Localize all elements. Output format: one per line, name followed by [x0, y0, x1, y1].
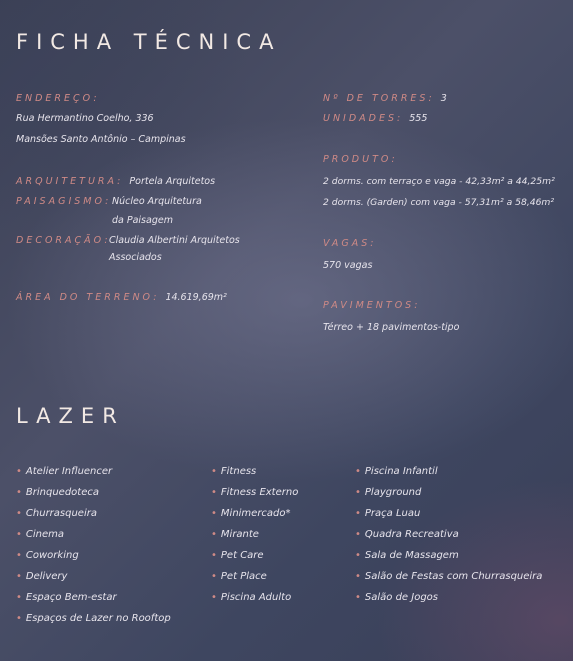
list-item: • Churrasqueira — [16, 508, 97, 519]
arquitetura-row — [16, 176, 215, 187]
list-item: • Fitness Externo — [211, 487, 299, 498]
bullet-icon: • — [211, 529, 217, 540]
ficha-tecnica-title: FICHA TÉCNICA — [16, 30, 282, 54]
unidades-label: UNIDADES: — [323, 113, 404, 124]
list-item: • Espaço Bem-estar — [16, 592, 117, 603]
bullet-icon: • — [16, 487, 22, 498]
bullet-icon: • — [355, 529, 361, 540]
paisagismo-value-line2: da Paisagem — [112, 215, 173, 226]
bullet-icon: • — [16, 466, 22, 477]
list-item: • Mirante — [211, 529, 259, 540]
torres-value: 3 — [440, 93, 447, 104]
list-item: • Pet Care — [211, 550, 264, 561]
pavimentos-value: Térreo + 18 pavimentos-tipo — [323, 322, 460, 333]
bullet-icon: • — [211, 466, 217, 477]
produto-line2: 2 dorms. (Garden) com vaga - 57,31m² a 58,46m² — [323, 197, 555, 208]
paisagismo-label: PAISAGISMO: — [16, 196, 112, 207]
bullet-icon: • — [355, 550, 361, 561]
list-item: • Atelier Influencer — [16, 466, 113, 477]
bullet-icon: • — [355, 571, 361, 582]
torres-label: Nº DE TORRES: — [323, 93, 435, 104]
bullet-icon: • — [16, 550, 22, 561]
list-item: • Brinquedoteca — [16, 487, 99, 498]
list-item: • Piscina Infantil — [355, 466, 438, 477]
decoracao-value-line2: Associados — [109, 252, 162, 263]
bullet-icon: • — [355, 466, 361, 477]
vagas-value: 570 vagas — [323, 260, 373, 271]
pavimentos-label: PAVIMENTOS: — [323, 300, 421, 311]
list-item: • Fitness — [211, 466, 257, 477]
bullet-icon: • — [211, 571, 217, 582]
list-item: • Praça Luau — [355, 508, 421, 519]
bullet-icon: • — [16, 613, 22, 624]
lazer-title: LAZER — [16, 404, 125, 428]
bullet-icon: • — [16, 529, 22, 540]
unidades-value: 555 — [409, 113, 428, 124]
bullet-icon: • — [355, 592, 361, 603]
list-item: • Salão de Jogos — [355, 592, 439, 603]
endereco-label: ENDEREÇO: — [16, 93, 100, 104]
list-item: • Cinema — [16, 529, 65, 540]
unidades-row — [323, 113, 427, 124]
bullet-icon: • — [355, 487, 361, 498]
list-item: • Minimercado* — [211, 508, 291, 519]
list-item: • Pet Place — [211, 571, 267, 582]
list-item: • Playground — [355, 487, 422, 498]
decoracao-value-line1: Claudia Albertini Arquitetos — [109, 235, 240, 246]
lazer-column-1 — [16, 461, 171, 629]
bullet-icon: • — [211, 592, 217, 603]
area-value: 14.619,69m² — [165, 292, 227, 303]
arquitetura-label: ARQUITETURA: — [16, 176, 124, 187]
endereco-line1: Rua Hermantino Coelho, 336 — [16, 113, 154, 124]
list-item: • Piscina Adulto — [211, 592, 292, 603]
bullet-icon: • — [211, 550, 217, 561]
lazer-column-3 — [355, 461, 542, 608]
area-label: ÁREA DO TERRENO: — [16, 292, 160, 303]
arquitetura-value: Portela Arquitetos — [129, 176, 216, 187]
bullet-icon: • — [16, 571, 22, 582]
produto-line1: 2 dorms. com terraço e vaga - 42,33m² a 44,25m² — [323, 176, 555, 187]
paisagismo-value-line1: Núcleo Arquitetura — [112, 196, 202, 207]
bullet-icon: • — [211, 508, 217, 519]
produto-label: PRODUTO: — [323, 154, 398, 165]
decoracao-label: DECORAÇÃO: — [16, 235, 111, 246]
bullet-icon: • — [211, 487, 217, 498]
list-item: • Delivery — [16, 571, 68, 582]
lazer-column-2 — [211, 461, 298, 608]
area-row — [16, 292, 227, 303]
bullet-icon: • — [16, 508, 22, 519]
list-item: • Quadra Recreativa — [355, 529, 459, 540]
vagas-label: VAGAS: — [323, 238, 377, 249]
list-item: • Coworking — [16, 550, 79, 561]
endereco-line2: Mansões Santo Antônio – Campinas — [16, 134, 186, 145]
list-item: • Espaços de Lazer no Rooftop — [16, 613, 171, 624]
torres-row — [323, 93, 447, 104]
list-item: • Sala de Massagem — [355, 550, 459, 561]
bullet-icon: • — [16, 592, 22, 603]
list-item: • Salão de Festas com Churrasqueira — [355, 571, 543, 582]
bullet-icon: • — [355, 508, 361, 519]
